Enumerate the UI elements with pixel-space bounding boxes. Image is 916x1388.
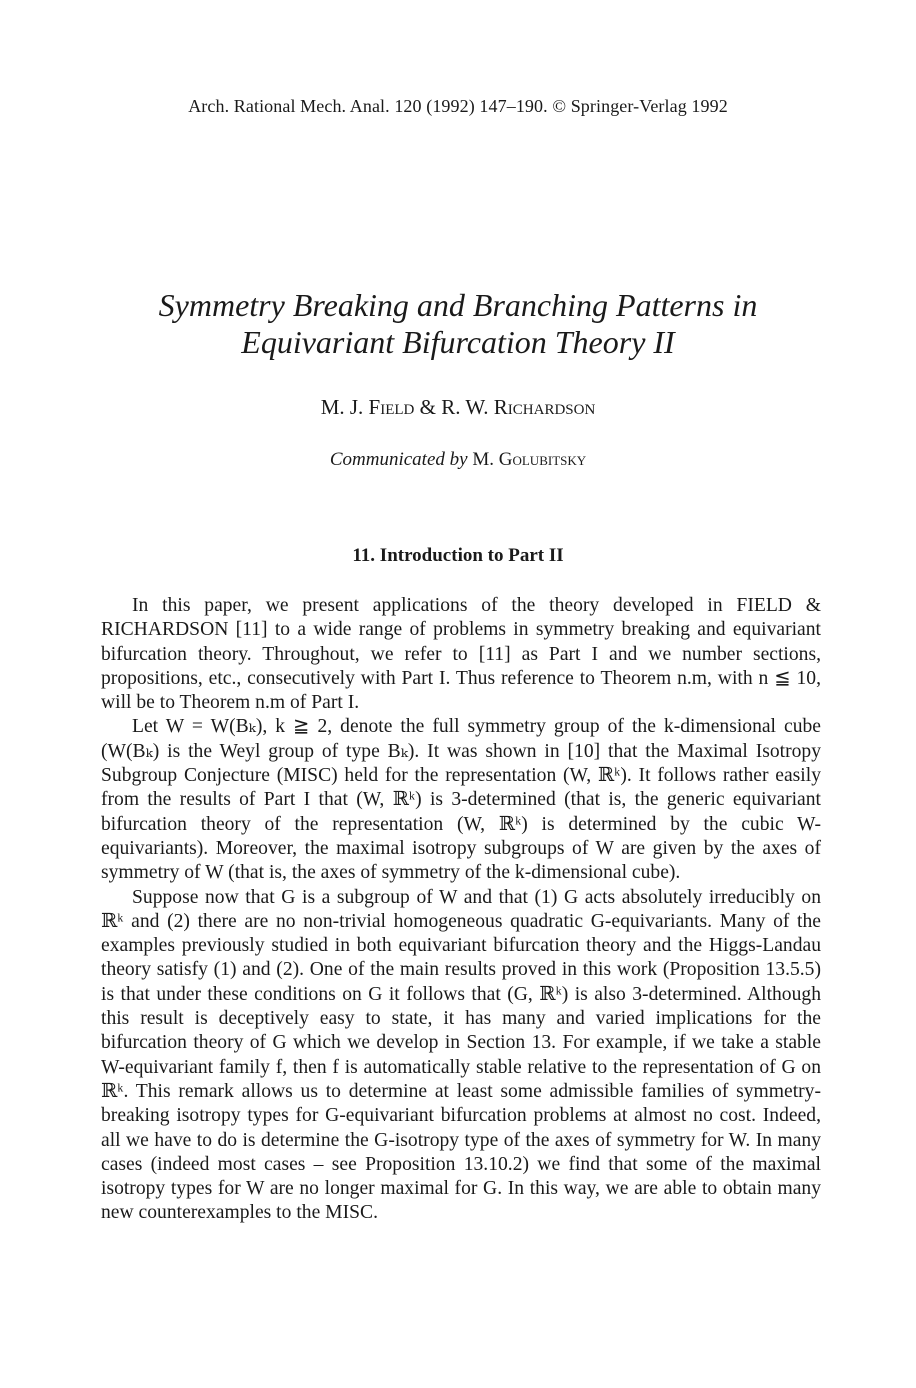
author-2-initials: R. W.: [441, 395, 494, 419]
communicated-by-line: [0, 449, 916, 471]
paper-title: [0, 287, 916, 361]
paper-title-line-1: Symmetry Breaking and Branching Patterns in: [158, 287, 758, 323]
author-separator: &: [414, 395, 442, 419]
paper-title-line-2: Equivariant Bifurcation Theory II: [241, 324, 675, 360]
author-line: [0, 395, 916, 420]
author-2-surname: Richardson: [493, 395, 596, 419]
section-heading: 11. Introduction to Part II: [352, 545, 564, 566]
paragraph-3: Suppose now that G is a subgroup of W and that (1) G acts absolutely irreducibly on ℝᵏ and (2) there are no non-trivial homogeneous quadratic G-equivariants. Many of the examples previously studied in both equivariant bifurcation theory and the Higgs-Landau theory satisfy (1) and (2). One of the main results proved in this work (Proposition 13.5.5) is that under these conditions on G it follows that (G, ℝᵏ) is also 3-determined. Although this result is deceptively easy to state, it has many and varied implications for the bifurcation theory of G which we develop in Section 13. For example, if we take a stable W-equivariant family f, then f is automatically stable relative to the representation of G on ℝᵏ. This remark allows us to determine at least some admissible families of symmetry-breaking isotropy types for G-equivariant bifurcation problems at almost no cost. Indeed, all we have to do is determine the G-isotropy type of the axes of symmetry for W. In many cases (indeed most cases – see Proposition 13.10.2) we find that some of the maximal isotropy types for W are no longer maximal for G. In this way, we are able to obtain many new counterexamples to the MISC.: [101, 886, 821, 1224]
paragraph-2: Let W = W(Bₖ), k ≧ 2, denote the full symmetry group of the k-dimensional cube (W(Bₖ) is the Weyl group of type Bₖ). It was shown in [10] that the Maximal Isotropy Subgroup Conjecture (MISC) held for the representation (W, ℝᵏ). It follows rather easily from the results of Part I that (W, ℝᵏ) is 3-determined (that is, the generic equivariant bifurcation theory of the representation (W, ℝᵏ) is determined by the cubic W-equivariants). Moreover, the maximal isotropy subgroups of W are given by the axes of symmetry of W (that is, the axes of symmetry of the k-dimensional cube).: [101, 716, 821, 884]
paragraph-1: In this paper, we present applications of the theory developed in FIELD & RICHARDSON [11] to a wide range of problems in symmetry breaking and equivariant bifurcation theory. Throughout, we refer to [11] as Part I and we number sections, propositions, etc., consecutively with Part I. Thus reference to Theorem n.m, with n ≦ 10, will be to Theorem n.m of Part I.: [101, 595, 821, 714]
body-text: [101, 594, 821, 1226]
author-1-initials: M. J.: [320, 395, 369, 419]
communicator-initials: M.: [467, 449, 499, 470]
journal-citation: Arch. Rational Mech. Anal. 120 (1992) 147–190. © Springer-Verlag 1992: [188, 96, 728, 116]
author-1-surname: Field: [368, 395, 415, 419]
communicated-label: Communicated by: [329, 449, 468, 470]
communicator-surname: Golubitsky: [498, 449, 587, 470]
